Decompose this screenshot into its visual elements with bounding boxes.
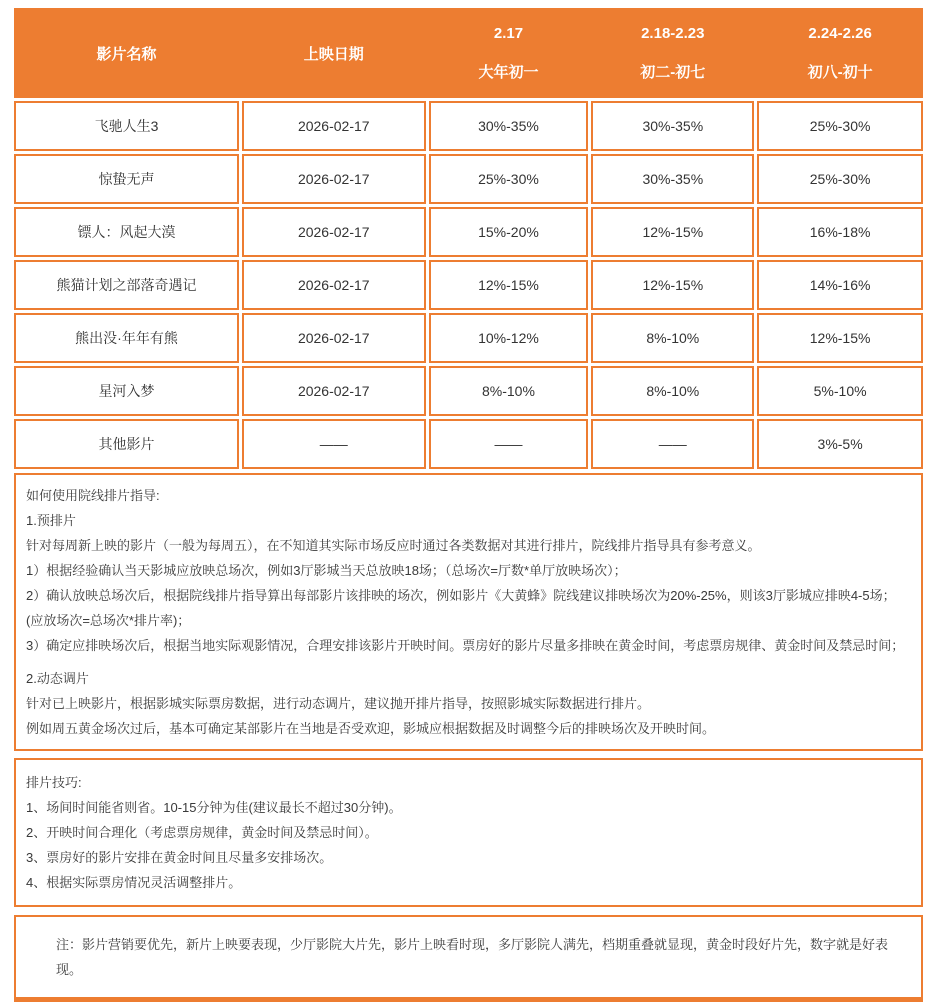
share-cell: 15%-20% (429, 207, 589, 257)
share-cell: 16%-18% (757, 207, 923, 257)
tips-item: 1、场间时间能省则省。10-15分钟为佳(建议最长不超过30分钟)。 (26, 800, 402, 815)
table-row (14, 207, 923, 257)
release-date-cell: 2026-02-17 (242, 313, 426, 363)
tips-item: 4、根据实际票房情况灵活调整排片。 (26, 875, 242, 890)
header-cell-day1 (429, 8, 589, 98)
release-date-cell: —— (242, 419, 426, 469)
guide-panel (14, 473, 923, 751)
guide-line: 针对每周新上映的影片（一般为每周五），在不知道其实际市场反应时通过各类数据对其进行排片，院线排片指导具有参考意义。 (26, 538, 761, 553)
header-label: 影片名称 (96, 45, 157, 63)
movie-name-cell: 星河入梦 (14, 366, 239, 416)
share-cell: 12%-15% (429, 260, 589, 310)
guide-section-title: 1.预排片 (26, 513, 76, 528)
share-cell: 5%-10% (757, 366, 923, 416)
table-header-row (14, 8, 923, 98)
table-row (14, 101, 923, 151)
share-cell: —— (429, 419, 589, 469)
tips-item: 3、票房好的影片安排在黄金时间且尽量多安排场次。 (26, 850, 333, 865)
movie-name-cell: 飞驰人生3 (14, 101, 239, 151)
guide-section-title: 2.动态调片 (26, 671, 89, 686)
share-cell: 14%-16% (757, 260, 923, 310)
movie-name-cell: 熊猫计划之部落奇遇记 (14, 260, 239, 310)
guide-line: 例如周五黄金场次过后，基本可确定某部影片在当地是否受欢迎，影城应根据数据及时调整今后的排映场次及开映时间。 (26, 721, 716, 736)
release-date-cell: 2026-02-17 (242, 154, 426, 204)
header-cell-release-date (242, 8, 426, 98)
guide-line: (应放场次=总场次*排片率)； (26, 613, 191, 628)
table-row (14, 313, 923, 363)
header-festival-label: 初八-初十 (807, 63, 873, 81)
note-text: 注：影片营销要优先，新片上映要表现，少厅影院大片先，影片上映看时现，多厅影院人满先，档期重叠就显现，黄金时段好片先，数字就是好表现。 (56, 937, 889, 977)
share-cell: 8%-10% (591, 366, 754, 416)
header-date-range: 2.24-2.26 (808, 24, 872, 42)
schedule-table (14, 8, 923, 469)
header-cell-movie-name (14, 8, 239, 98)
header-festival-label: 初二-初七 (640, 63, 706, 81)
header-cell-day2-7 (591, 8, 754, 98)
note-panel (14, 915, 923, 1002)
guide-line: 2）确认放映总场次后，根据院线排片指导算出每部影片该排映的场次，例如影片《大黄蜂》院线建议排映场次为20%-25%，则该3厅影城应排映4-5场； (26, 588, 896, 603)
movie-name-cell: 镖人：风起大漠 (14, 207, 239, 257)
share-cell: 30%-35% (591, 154, 754, 204)
share-cell: 3%-5% (757, 419, 923, 469)
release-date-cell: 2026-02-17 (242, 366, 426, 416)
movie-name-cell: 其他影片 (14, 419, 239, 469)
share-cell: 12%-15% (757, 313, 923, 363)
guide-line: 针对已上映影片，根据影城实际票房数据，进行动态调片，建议抛开排片指导，按照影城实际数据进行排片。 (26, 696, 651, 711)
share-cell: 30%-35% (591, 101, 754, 151)
share-cell: 25%-30% (757, 101, 923, 151)
header-cell-day8-10 (757, 8, 923, 98)
movie-name-cell: 熊出没·年年有熊 (14, 313, 239, 363)
share-cell: 10%-12% (429, 313, 589, 363)
release-date-cell: 2026-02-17 (242, 260, 426, 310)
table-row (14, 260, 923, 310)
share-cell: 12%-15% (591, 260, 754, 310)
table-row (14, 419, 923, 469)
tips-item: 2、开映时间合理化（考虑票房规律，黄金时间及禁忌时间）。 (26, 825, 378, 840)
table-row (14, 366, 923, 416)
header-festival-label: 大年初一 (478, 63, 539, 81)
table-row (14, 154, 923, 204)
share-cell: 12%-15% (591, 207, 754, 257)
share-cell: —— (591, 419, 754, 469)
header-date-range: 2.17 (493, 24, 524, 42)
header-label: 上映日期 (303, 45, 364, 63)
guide-line: 3）确定应排映场次后，根据当地实际观影情况，合理安排该影片开映时间。票房好的影片尽量多排映在黄金时间，考虑票房规律、黄金时间及禁忌时间； (26, 638, 905, 653)
share-cell: 8%-10% (591, 313, 754, 363)
share-cell: 25%-30% (757, 154, 923, 204)
tips-heading: 排片技巧: (26, 775, 82, 790)
table-body (14, 101, 923, 469)
guide-heading: 如何使用院线排片指导: (26, 488, 160, 503)
release-date-cell: 2026-02-17 (242, 207, 426, 257)
release-date-cell: 2026-02-17 (242, 101, 426, 151)
guide-line: 1）根据经验确认当天影城应放映总场次，例如3厅影城当天总放映18场；（总场次=厅数*单厅放映场次）； (26, 563, 627, 578)
share-cell: 8%-10% (429, 366, 589, 416)
header-date-range: 2.18-2.23 (641, 24, 705, 42)
share-cell: 25%-30% (429, 154, 589, 204)
movie-name-cell: 惊蛰无声 (14, 154, 239, 204)
tips-panel (14, 758, 923, 907)
share-cell: 30%-35% (429, 101, 589, 151)
